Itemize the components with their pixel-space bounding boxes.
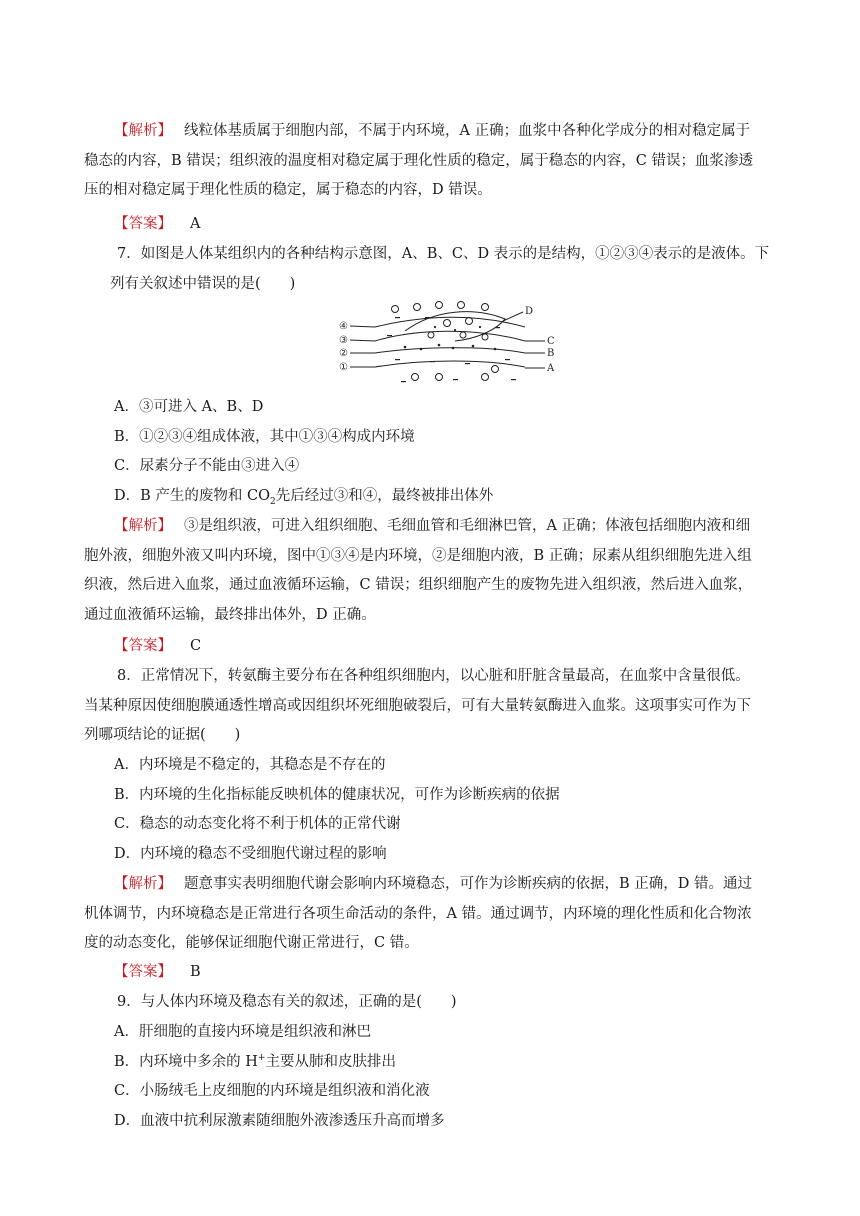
label-A: A xyxy=(547,363,555,374)
analysis-label: 【解析】 xyxy=(114,518,172,534)
capillary-wall-upper xyxy=(375,331,525,341)
q9-option-c: C．小肠绒毛上皮细胞的内环境是组织液和消化液 xyxy=(114,1083,430,1099)
cell xyxy=(412,374,419,381)
lymph-capillary xyxy=(405,312,505,341)
q7-option-d: D．B 产生的废物和 $CO_2$先后经过③和④，最终被排出体外 xyxy=(114,487,494,507)
label-4: ④ xyxy=(339,321,348,332)
leader-4 xyxy=(350,326,375,327)
analysis-label: 【解析】 xyxy=(114,876,172,892)
cell xyxy=(482,334,488,340)
q7-options xyxy=(112,393,776,511)
q9-option-a: A．肝细胞的直接内环境是组织液和淋巴 xyxy=(114,1024,371,1040)
capillary-wall-lower xyxy=(375,348,525,353)
answer-label: 【答案】 xyxy=(114,638,172,654)
cell xyxy=(492,366,499,373)
cell xyxy=(466,318,473,325)
q9-options xyxy=(112,1018,776,1136)
q8-option-d: D．内环境的稳态不受细胞代谢过程的影响 xyxy=(114,845,387,862)
tissue-structure-diagram xyxy=(335,297,560,387)
leader-3 xyxy=(350,340,375,341)
q7-stem: 7．如图是人体某组织内的各种结构示意图，A、B、C、D 表示的是结构，①②③④表示的是液体。下 列有关叙述中错误的是( ) xyxy=(110,246,770,292)
q8-option-c: C．稳态的动态变化将不利于机体的正常代谢 xyxy=(114,816,401,832)
label-C: C xyxy=(547,336,555,347)
q8-option-b: B．内环境的生化指标能反映机体的健康状况，可作为诊断疾病的依据 xyxy=(114,786,560,803)
q7-analysis: 【解析】 ③是组织液，可进入组织细胞、毛细血管和毛细淋巴管，A 正确；体液包括细胞内液和细 胞外液，细胞外液又叫内环境，图中①③④是内环境，②是细胞内液，B 正确；尿素从组织细胞先进入组 织液，然后进入血浆，通过血液循环运输，C 错误；组织细胞产生的废物先进入组织液，然后进入血浆， 通过血液循环运输，最终排出体外，D 正确。 xyxy=(84,518,753,623)
q8-answer: 【答案】 B xyxy=(114,964,201,980)
q6-answer: 【答案】 A xyxy=(114,216,201,232)
cell xyxy=(482,304,489,311)
cell xyxy=(436,302,443,309)
tissue-diagram-svg xyxy=(335,297,560,387)
answer-label: 【答案】 xyxy=(114,964,172,980)
label-B: B xyxy=(547,348,555,359)
analysis-label: 【解析】 xyxy=(114,123,172,139)
leader-D xyxy=(503,312,523,321)
q7-option-b: B．①②③④组成体液，其中①③④构成内环境 xyxy=(114,428,415,445)
q7-answer: 【答案】 C xyxy=(114,638,202,654)
cell xyxy=(436,374,443,381)
q7-option-a: A．③可进入 A、B、D xyxy=(114,399,264,415)
q8-stem: 8．正常情况下，转氨酶主要分布在各种组织细胞内，以心脏和肝脏含量最高，在血浆中含量很低。 当某种原因使细胞膜通透性增高或因组织坏死细胞破裂后，可有大量转氨酶进入血浆。这项事实可作为下 列哪项结论的证据( ) xyxy=(84,668,751,743)
answer-label: 【答案】 xyxy=(114,216,172,232)
q7-option-c: C．尿素分子不能由③进入④ xyxy=(114,458,300,474)
cell xyxy=(414,304,421,311)
label-2: ② xyxy=(339,348,348,359)
cell xyxy=(428,332,434,338)
label-1: ① xyxy=(339,362,348,373)
cell xyxy=(460,332,466,338)
cell xyxy=(482,374,489,381)
cell xyxy=(392,306,399,313)
q9-option-d: D．血液中抗利尿激素随细胞外液渗透压升高而增多 xyxy=(114,1112,445,1129)
q9-stem: 9．与人体内环境及稳态有关的叙述，正确的是( ) xyxy=(117,994,457,1010)
q6-analysis: 【解析】 线粒体基质属于细胞内部，不属于内环境，A 正确；血浆中各种化学成分的相对稳定属于 稳态的内容，B 错误；组织液的温度相对稳定属于理化性质的稳定，属于稳态的内容，C 错误；血浆渗透 压的相对稳定属于理化性质的稳定，属于稳态的内容，D 错误。 xyxy=(84,123,753,198)
tissue-boundary-lower xyxy=(375,361,525,367)
q9-option-b: B．内环境中多余的 H+主要从肺和皮肤排出 xyxy=(114,1052,396,1070)
cell xyxy=(444,320,451,327)
q8-option-a: A．内环境是不稳定的，其稳态是不存在的 xyxy=(114,757,386,773)
q8-analysis: 【解析】 题意事实表明细胞代谢会影响内环境稳态，可作为诊断疾病的依据，B 正确，D 错。通过 机体调节，内环境稳态是正常进行各项生命活动的条件，A 错。通过调节，内环境的理化性质和化合物浓 度的动态变化，能够保证细胞代谢正常进行，C 错。 xyxy=(84,876,752,951)
label-3: ③ xyxy=(339,335,348,346)
q8-options xyxy=(112,751,776,869)
cell xyxy=(458,302,465,309)
label-D: D xyxy=(525,306,534,317)
